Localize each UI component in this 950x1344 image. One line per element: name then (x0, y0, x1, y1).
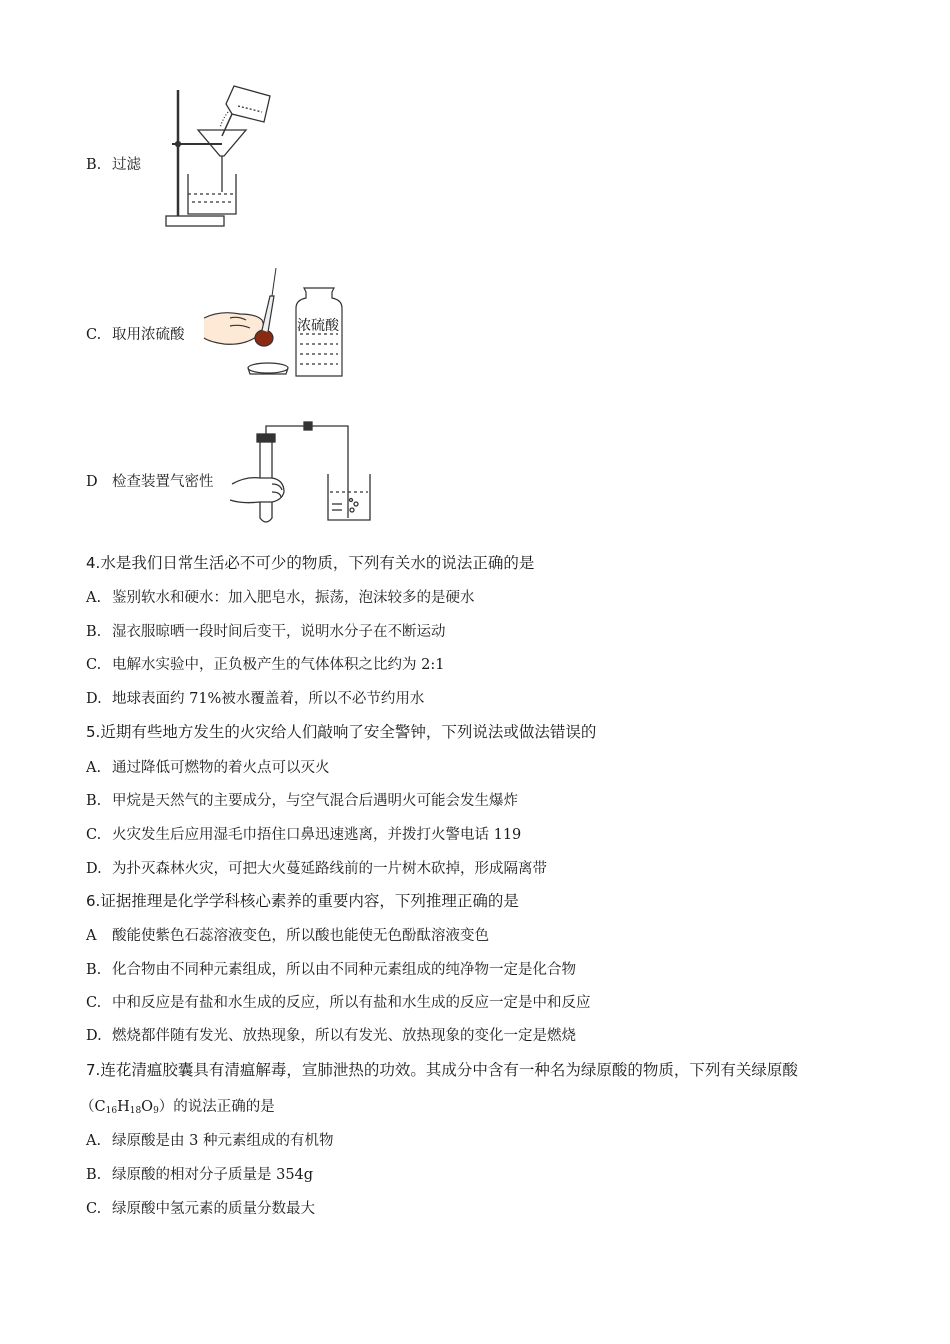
figure-c-caption (86, 325, 185, 345)
q6-option-a (86, 926, 489, 946)
formula-o: O (141, 1099, 154, 1115)
option-letter: D. (86, 691, 102, 707)
question-text: 水是我们日常生活必不可少的物质，下列有关水的说法正确的是 (100, 554, 535, 572)
option-text: 酸能使紫色石蕊溶液变色，所以酸也能使无色酚酞溶液变色 (112, 928, 489, 944)
option-letter: B. (86, 793, 102, 809)
question-text: 连花清瘟胶囊具有清瘟解毒，宣肺泄热的功效。其成分中含有一种名为绿原酸的物质，下列有关绿原酸 (100, 1061, 798, 1079)
figure-b-caption (86, 155, 141, 175)
acid-bottle-label: 浓硫酸 (297, 318, 339, 334)
option-letter: B. (86, 1167, 102, 1183)
question-number: 4. (86, 554, 101, 572)
option-text: 绿原酸中氢元素的质量分数最大 (112, 1201, 315, 1217)
q5-option-d (86, 859, 547, 879)
question-number: 6. (86, 892, 101, 910)
option-letter: A. (86, 760, 102, 776)
filtration-apparatus-figure (160, 82, 280, 232)
option-letter: C. (86, 1201, 102, 1217)
option-text: 中和反应是有盐和水生成的反应，所以有盐和水生成的反应一定是中和反应 (112, 995, 591, 1011)
figure-c-letter: C. (86, 327, 102, 343)
question-5-stem (86, 722, 596, 742)
question-text: 近期有些地方发生的火灾给人们敲响了安全警钟，下列说法或做法错误的 (100, 723, 597, 741)
option-letter: B. (86, 962, 102, 978)
option-text: 通过降低可燃物的着火点可以灭火 (112, 760, 330, 776)
airtightness-check-figure (226, 420, 376, 528)
q4-option-b (86, 622, 446, 642)
option-text: 燃烧都伴随有发光、放热现象，所以有发光、放热现象的变化一定是燃烧 (112, 1028, 576, 1044)
question-number: 7. (86, 1061, 101, 1079)
question-6-stem (86, 891, 519, 911)
option-text: 化合物由不同种元素组成，所以由不同种元素组成的纯净物一定是化合物 (112, 962, 576, 978)
formula-h: H (117, 1099, 130, 1115)
option-letter: C. (86, 827, 102, 843)
option-letter: A. (86, 590, 102, 606)
option-text: 绿原酸的相对分子质量是 354g (112, 1167, 314, 1183)
question-7-stem-continuation (80, 1097, 275, 1121)
q4-option-d (86, 689, 424, 709)
question-number: 5. (86, 723, 101, 741)
figure-b-letter: B. (86, 157, 102, 173)
q6-option-d (86, 1026, 576, 1046)
option-letter: A (86, 928, 97, 944)
q7-option-b (86, 1165, 313, 1185)
option-text: 火灾发生后应用湿毛巾捂住口鼻迅速逃离，并拨打火警电话 119 (112, 827, 522, 843)
question-7-stem (86, 1060, 798, 1080)
q5-option-b (86, 791, 518, 811)
figure-b-label: 过滤 (112, 157, 141, 173)
q7-option-c (86, 1199, 315, 1219)
option-text: 电解水实验中，正负极产生的气体体积之比约为 2:1 (112, 657, 445, 673)
option-letter: C. (86, 995, 102, 1011)
option-text: 绿原酸是由 3 种元素组成的有机物 (112, 1133, 334, 1149)
figure-c-label: 取用浓硫酸 (112, 327, 185, 343)
option-letter: D. (86, 861, 102, 877)
q6-option-c (86, 993, 591, 1013)
q4-option-a (86, 588, 475, 608)
option-letter: C. (86, 657, 102, 673)
formula-c-subscript: 16 (105, 1106, 118, 1116)
q5-option-c (86, 825, 521, 845)
formula-c: C (94, 1099, 106, 1115)
q6-option-b (86, 960, 576, 980)
option-letter: D. (86, 1028, 102, 1044)
stem-tail: ）的说法正确的是 (158, 1099, 275, 1115)
question-text: 证据推理是化学学科核心素养的重要内容，下列推理正确的是 (100, 892, 519, 910)
option-text: 湿衣服晾晒一段时间后变干，说明水分子在不断运动 (112, 624, 446, 640)
q4-option-c (86, 655, 444, 675)
option-text: 鉴别软水和硬水：加入肥皂水，振荡，泡沫较多的是硬水 (112, 590, 475, 606)
figure-d-caption (86, 472, 214, 492)
q5-option-a (86, 758, 330, 778)
option-letter: B. (86, 624, 102, 640)
figure-d-label: 检查装置气密性 (112, 474, 214, 490)
figure-d-letter: D (86, 474, 98, 490)
formula-o-subscript: 9 (153, 1106, 159, 1116)
option-text: 甲烷是天然气的主要成分，与空气混合后遇明火可能会发生爆炸 (112, 793, 518, 809)
formula-h-subscript: 18 (129, 1106, 142, 1116)
option-text: 为扑灭森林火灾，可把大火蔓延路线前的一片树木砍掉，形成隔离带 (112, 861, 547, 877)
option-letter: A. (86, 1133, 102, 1149)
open-paren: （ (80, 1099, 95, 1115)
q7-option-a (86, 1131, 333, 1151)
question-4-stem (86, 553, 534, 573)
option-text: 地球表面约 71%被水覆盖着，所以不必节约用水 (112, 691, 425, 707)
sulfuric-acid-figure (200, 262, 350, 380)
